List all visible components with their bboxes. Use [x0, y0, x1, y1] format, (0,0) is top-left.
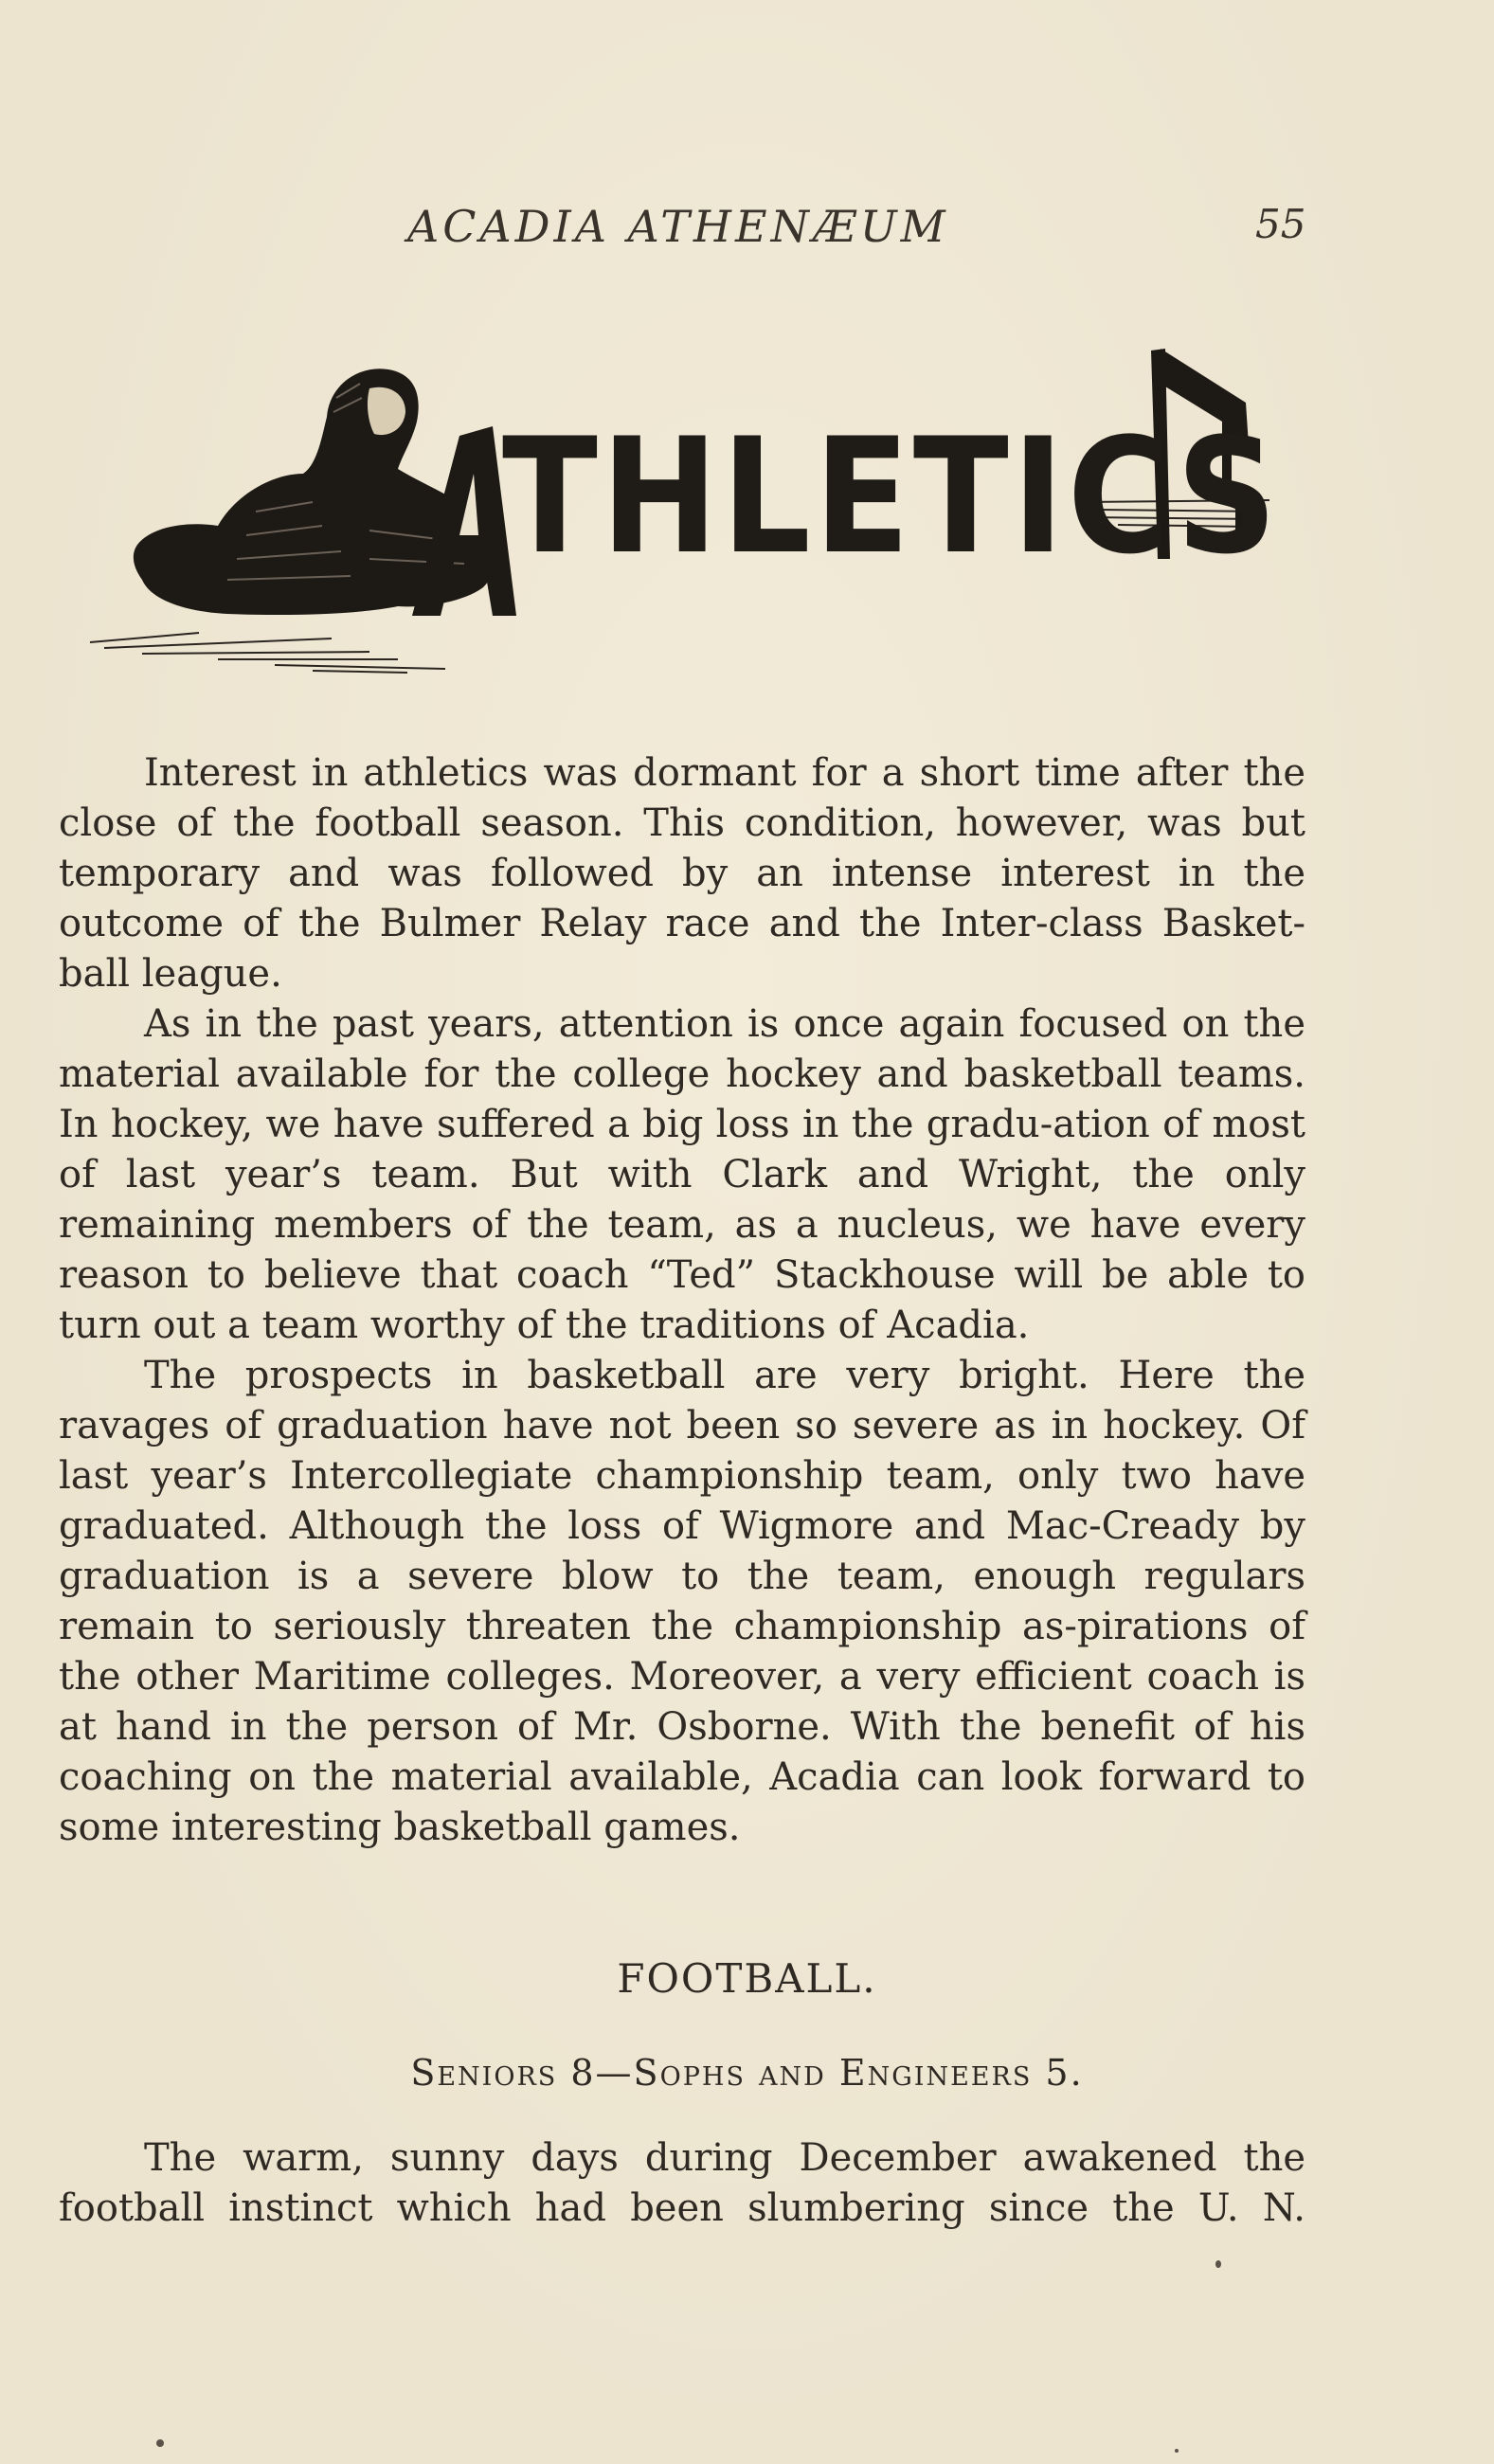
athletics-header-illustration — [85, 332, 1279, 692]
page-number: 55 — [1255, 201, 1306, 247]
ink-speck — [1175, 2449, 1179, 2453]
sub-heading: Seniors 8—Sophs and Engineers 5. — [410, 2052, 1084, 2094]
body-text — [59, 748, 1305, 1853]
running-head — [0, 201, 1494, 258]
final-text — [59, 2133, 1305, 2234]
ink-speck — [1215, 2260, 1221, 2268]
header-word: THLETICS — [502, 404, 1281, 589]
paragraph-4: The warm, sunny days during December awakened the football instinct which had been slumbering since the U. N. — [59, 2136, 1305, 2230]
ink-speck — [156, 2439, 164, 2447]
paragraph-3: The prospects in basketball are very bright. Here the ravages of graduation have not been so severe as in hockey. Of last year’s Intercollegiate championship team, only two have graduated. Although the loss of Wigmore and Mac-Cready by graduation is a severe blow to the team, enough regulars remain to seriously threaten the championship as-pirations of the other Maritime colleges. Moreover, a very efficient coach is at hand in the person of Mr. Osborne. With the benefit of his coaching on the material available, Acadia can look forward to some interesting basketball games. — [59, 1354, 1305, 1849]
paragraph-2: As in the past years, attention is once again focused on the material available for the college hockey and basketball teams. In hockey, we have suffered a big loss in the gradu-ation of most of last year’s team. But with Clark and Wright, the only remaining members of the team, as a nucleus, we have every reason to believe that coach “Ted” Stackhouse will be able to turn out a team worthy of the traditions of Acadia. — [59, 1002, 1305, 1347]
section-heading: FOOTBALL. — [617, 1955, 877, 2002]
paragraph-1: Interest in athletics was dormant for a short time after the close of the football season. This condition, however, was but temporary and was followed by an intense interest in the outcome of the Bulmer Relay race and the Inter-class Basket-ball league. — [59, 751, 1305, 996]
running-title: ACADIA ATHENÆUM — [407, 201, 949, 252]
